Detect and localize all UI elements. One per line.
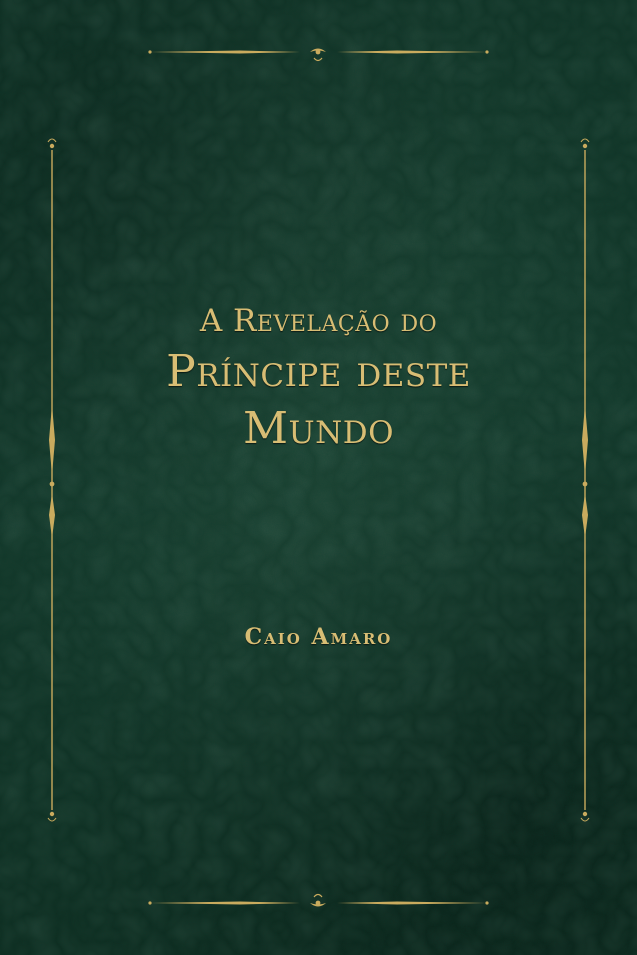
title-line-1: A Revelação do: [199, 303, 438, 339]
top-ornament: [148, 49, 488, 61]
author-name: Caio Amaro: [244, 624, 393, 650]
bottom-ornament: [148, 895, 488, 907]
left-ornament-rule: [48, 139, 56, 821]
book-title: [0, 298, 637, 458]
title-line-2: Príncipe deste: [166, 346, 471, 397]
title-line-3: Mundo: [242, 403, 395, 454]
right-ornament-rule: [581, 139, 589, 821]
